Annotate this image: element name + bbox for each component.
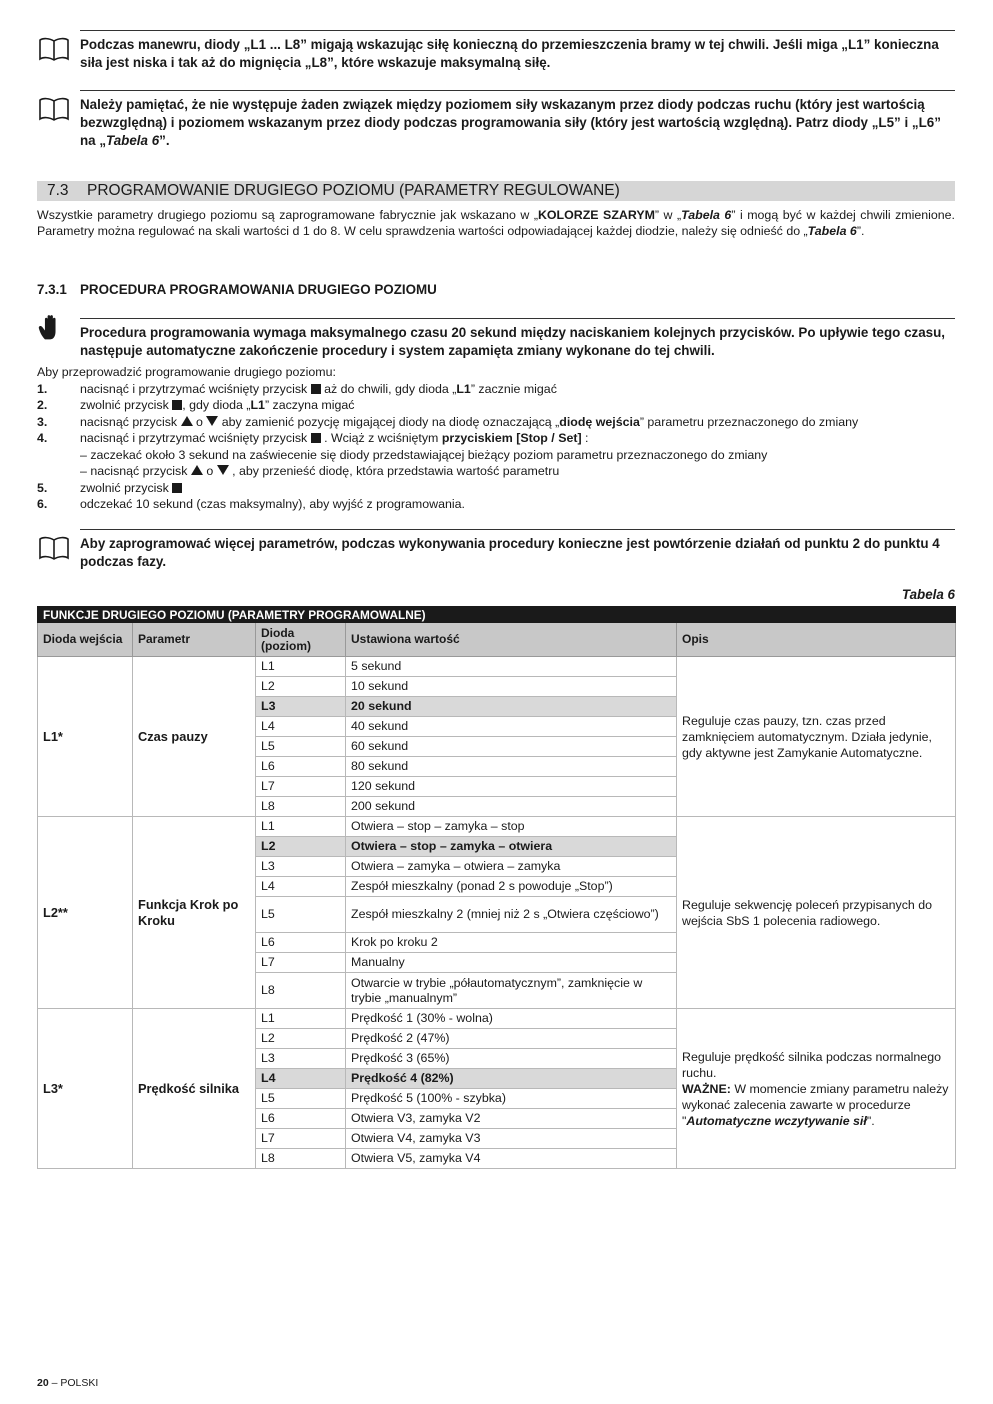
info-note [37, 529, 955, 573]
value-cell: Otwarcie w trybie „półautomatycznym”, zamknięcie w trybie „manualnym” [346, 973, 677, 1009]
level-cell: L5 [256, 737, 346, 757]
intro-bold: KOLORZE SZARYM [537, 208, 655, 222]
section-number: 7.3 [47, 182, 69, 199]
step-text-part: : [581, 431, 589, 445]
step-text-part: nacisnąć przycisk [80, 414, 181, 429]
step-text-part: nacisnąć i przytrzymać wciśnięty przycisk [80, 431, 311, 445]
parameters-table [37, 606, 956, 1169]
step-text: odczekać 10 sekund (czas maksymalny), aby wyjść z programowania. [80, 497, 465, 511]
table-row [38, 657, 956, 677]
value-cell: Otwiera V4, zamyka V3 [346, 1129, 677, 1149]
value-cell: Manualny [346, 953, 677, 973]
step-text-part: – nacisnąć przycisk [80, 464, 191, 478]
step-text-part: aby zamienić pozycję migającej diody na diodę oznaczającą „ [218, 414, 560, 429]
important-label: WAŻNE: [682, 1081, 731, 1096]
divider [80, 318, 955, 319]
level-cell: L2 [256, 677, 346, 697]
info-note [37, 30, 955, 74]
level-cell: L3 [256, 857, 346, 877]
step-text-part: zwolnić przycisk [80, 480, 173, 495]
header-parameter: Parametr [133, 623, 256, 657]
note-text [80, 96, 955, 150]
level-cell: L1 [256, 1009, 346, 1029]
step-bold: diodę wejścia [559, 414, 640, 429]
parameter-cell: Prędkość silnika [133, 1009, 256, 1169]
step-item [37, 414, 955, 431]
subsection-title: PROCEDURA PROGRAMOWANIA DRUGIEGO POZIOMU [80, 282, 437, 297]
step-item [37, 381, 955, 398]
step-text-part: o [202, 464, 217, 478]
intro-paragraph [37, 207, 955, 239]
subsection-number: 7.3.1 [37, 282, 67, 297]
table-reference: Tabela 6 [807, 224, 857, 238]
footer-language: POLSKI [60, 1377, 99, 1389]
value-cell: Prędkość 2 (47%) [346, 1029, 677, 1049]
value-cell: 5 sekund [346, 657, 677, 677]
value-cell: Otwiera – stop – zamyka – otwiera [346, 837, 677, 857]
section-heading [37, 181, 955, 201]
level-cell: L5 [256, 897, 346, 933]
level-cell: L4 [256, 877, 346, 897]
step-text-part: zwolnić przycisk [80, 398, 173, 412]
step-number: 4. [37, 431, 48, 445]
level-cell: L8 [256, 973, 346, 1009]
header-input-led: Dioda wejścia [38, 623, 133, 657]
table-caption: Tabela 6 [901, 587, 955, 602]
value-cell: Prędkość 5 (100% - szybka) [346, 1089, 677, 1109]
step-text [80, 414, 858, 431]
table-reference: Tabela 6 [681, 208, 732, 222]
step-text-part: , gdy dioda „ [182, 398, 251, 412]
divider [80, 529, 955, 530]
step-number: 6. [37, 497, 48, 511]
input-led-cell: L1* [38, 657, 133, 817]
step-text-part: aż do chwili, gdy dioda „ [320, 381, 457, 396]
value-cell: Prędkość 1 (30% - wolna) [346, 1009, 677, 1029]
step-text-part: ” zaczyna migać [264, 398, 355, 412]
book-icon [37, 96, 71, 122]
note-text-part: Należy pamiętać, że nie występuje żaden związek między poziomem siły wskazanym przez diody podczas ruchu (który jest wartością bezwzględną) i poziomem wskazanym przez diody podczas programowania siły (który jest wartością względną). Patrz diody „L5” i „L6” na „ [80, 97, 941, 148]
procedure-steps [37, 364, 955, 513]
step-subitem [37, 447, 955, 464]
level-cell: L2 [256, 837, 346, 857]
level-cell: L3 [256, 697, 346, 717]
note-text-part: ”. [159, 133, 170, 148]
description-cell: Reguluje czas pauzy, tzn. czas przed zamknięciem automatycznym. Działa jedynie, gdy aktywne jest Zamykanie Automatyczne. [677, 657, 956, 817]
warning-note [37, 318, 955, 358]
stop-set-button-icon [172, 483, 182, 493]
intro-text: ” w „ [654, 208, 682, 222]
table-row [38, 1009, 956, 1029]
level-cell: L8 [256, 797, 346, 817]
level-cell: L4 [256, 717, 346, 737]
level-cell: L7 [256, 953, 346, 973]
step-text [80, 430, 589, 447]
header-description: Opis [677, 623, 956, 657]
table-row [38, 817, 956, 837]
description-text: Reguluje prędkość silnika podczas normalnego ruchu. [682, 1049, 941, 1080]
up-arrow-icon [181, 416, 193, 426]
footer-separator: – [48, 1377, 61, 1389]
step-subitem [37, 463, 955, 480]
value-cell: Otwiera V5, zamyka V4 [346, 1149, 677, 1169]
header-set-value: Ustawiona wartość [346, 623, 677, 657]
stop-set-button-icon [311, 433, 321, 443]
step-number: 2. [37, 398, 48, 412]
up-arrow-icon [191, 465, 203, 475]
level-cell: L4 [256, 1069, 346, 1089]
step-text-part: , aby przenieść diodę, która przedstawia wartość parametru [228, 464, 560, 478]
value-cell: Zespół mieszkalny (ponad 2 s powoduje „Stop”) [346, 877, 677, 897]
step-subitem-text: – zaczekać około 3 sekund na zaświecenie się diody przedstawiającej bieżący poziom parametru przeznaczonego do zmiany [80, 447, 768, 462]
step-item [37, 480, 955, 497]
note-text: Podczas manewru, diody „L1 ... L8” migają wskazując siłę konieczną do przemieszczenia bramy w tej chwili. Jeśli miga „L1” konieczna siła jest niska i tak aż do mignięcia „L8”, które wskazuje maksymalną siłę. [80, 37, 939, 70]
level-cell: L6 [256, 757, 346, 777]
note-text: Aby zaprogramować więcej parametrów, podczas wykonywania procedury konieczne jest powtórzenie działań od punktu 2 do punktu 4 podczas fazy. [80, 536, 940, 569]
warning-text: Procedura programowania wymaga maksymalnego czasu 20 sekund między naciskaniem kolejnych przycisków. Po upływie tego czasu, następuje automatyczne zakończenie procedury i system zapamięta zmiany wykonane do tej chwili. [80, 325, 946, 358]
header-level-led: Dioda (poziom) [256, 623, 346, 657]
table-reference: Tabela 6 [106, 133, 160, 148]
steps-lead [37, 364, 955, 381]
value-cell: Otwiera – zamyka – otwiera – zamyka [346, 857, 677, 877]
step-number: 1. [37, 381, 48, 396]
level-cell: L1 [256, 817, 346, 837]
value-cell: Zespół mieszkalny 2 (mniej niż 2 s „Otwiera częściowo”) [346, 897, 677, 933]
divider [80, 30, 955, 31]
step-text [80, 397, 354, 414]
step-text [80, 381, 557, 398]
led-label: L1 [456, 381, 471, 396]
value-cell: 40 sekund [346, 717, 677, 737]
stop-set-button-icon [172, 400, 182, 410]
info-note [37, 90, 955, 152]
step-item [37, 430, 955, 447]
step-text-part: . Wciąż z wciśniętym [320, 431, 442, 445]
level-cell: L5 [256, 1089, 346, 1109]
table-header-row [38, 623, 956, 657]
hand-stop-icon [37, 312, 67, 342]
value-cell: 200 sekund [346, 797, 677, 817]
page-number: 20 [37, 1377, 49, 1389]
table-title: FUNKCJE DRUGIEGO POZIOMU (PARAMETRY PROGRAMOWALNE) [38, 607, 956, 623]
procedure-reference: Automatyczne wczytywanie sił [686, 1113, 867, 1128]
value-cell: 20 sekund [346, 697, 677, 717]
value-cell: Otwiera V3, zamyka V2 [346, 1109, 677, 1129]
parameter-cell: Funkcja Krok po Kroku [133, 817, 256, 1009]
value-cell: 10 sekund [346, 677, 677, 697]
step-bold: przyciskiem [Stop / Set] [441, 431, 582, 445]
step-item [37, 397, 955, 414]
value-cell: 60 sekund [346, 737, 677, 757]
step-text-part: ” parametru przeznaczonego do zmiany [639, 414, 859, 429]
value-cell: Krok po kroku 2 [346, 933, 677, 953]
step-subitem-text [80, 463, 559, 480]
divider [80, 90, 955, 91]
value-cell: Prędkość 4 (82%) [346, 1069, 677, 1089]
intro-text: ” i mogą być w każdej chwili zmienione. Parametry można regulować na skali wartości d 1 do 8. W celu sprawdzenia wartości odpowiadającej każdej diodzie, należy się odnieść do „ [37, 208, 956, 238]
level-cell: L7 [256, 1129, 346, 1149]
down-arrow-icon [217, 465, 229, 475]
step-text-part: ” zacznie migać [470, 381, 557, 396]
page-footer [37, 1377, 98, 1389]
steps-lead-text: Aby przeprowadzić programowanie drugiego poziomu: [37, 365, 336, 379]
level-cell: L6 [256, 933, 346, 953]
value-cell: 80 sekund [346, 757, 677, 777]
intro-text: Wszystkie parametry drugiego poziomu są zaprogramowane fabrycznie jak wskazano w „ [37, 208, 538, 222]
value-cell: Prędkość 3 (65%) [346, 1049, 677, 1069]
level-cell: L2 [256, 1029, 346, 1049]
intro-text: ”. [856, 224, 865, 238]
value-cell: Otwiera – stop – zamyka – stop [346, 817, 677, 837]
value-cell: 120 sekund [346, 777, 677, 797]
level-cell: L6 [256, 1109, 346, 1129]
stop-set-button-icon [311, 384, 321, 394]
level-cell: L8 [256, 1149, 346, 1169]
description-text: W momencie zmiany parametru należy wykonać zalecenia zawarte w procedurze " [682, 1081, 949, 1128]
step-item [37, 496, 955, 513]
level-cell: L1 [256, 657, 346, 677]
step-number: 3. [37, 414, 48, 429]
section-title: PROGRAMOWANIE DRUGIEGO POZIOMU (PARAMETRY REGULOWANE) [87, 182, 620, 199]
subsection-heading [37, 282, 437, 297]
description-cell: Reguluje sekwencję poleceń przypisanych do wejścia SbS 1 polecenia radiowego. [677, 817, 956, 1009]
parameter-cell: Czas pauzy [133, 657, 256, 817]
input-led-cell: L3* [38, 1009, 133, 1169]
book-icon [37, 36, 71, 62]
table-title-row [38, 607, 956, 623]
level-cell: L7 [256, 777, 346, 797]
description-cell [677, 1009, 956, 1169]
book-icon [37, 535, 71, 561]
description-text: ". [866, 1113, 875, 1128]
step-text-part: nacisnąć i przytrzymać wciśnięty przycisk [80, 381, 311, 396]
step-text-part: o [192, 414, 207, 429]
level-cell: L3 [256, 1049, 346, 1069]
step-text [80, 480, 182, 497]
led-label: L1 [250, 398, 265, 412]
down-arrow-icon [206, 416, 218, 426]
input-led-cell: L2** [38, 817, 133, 1009]
step-number: 5. [37, 480, 48, 495]
